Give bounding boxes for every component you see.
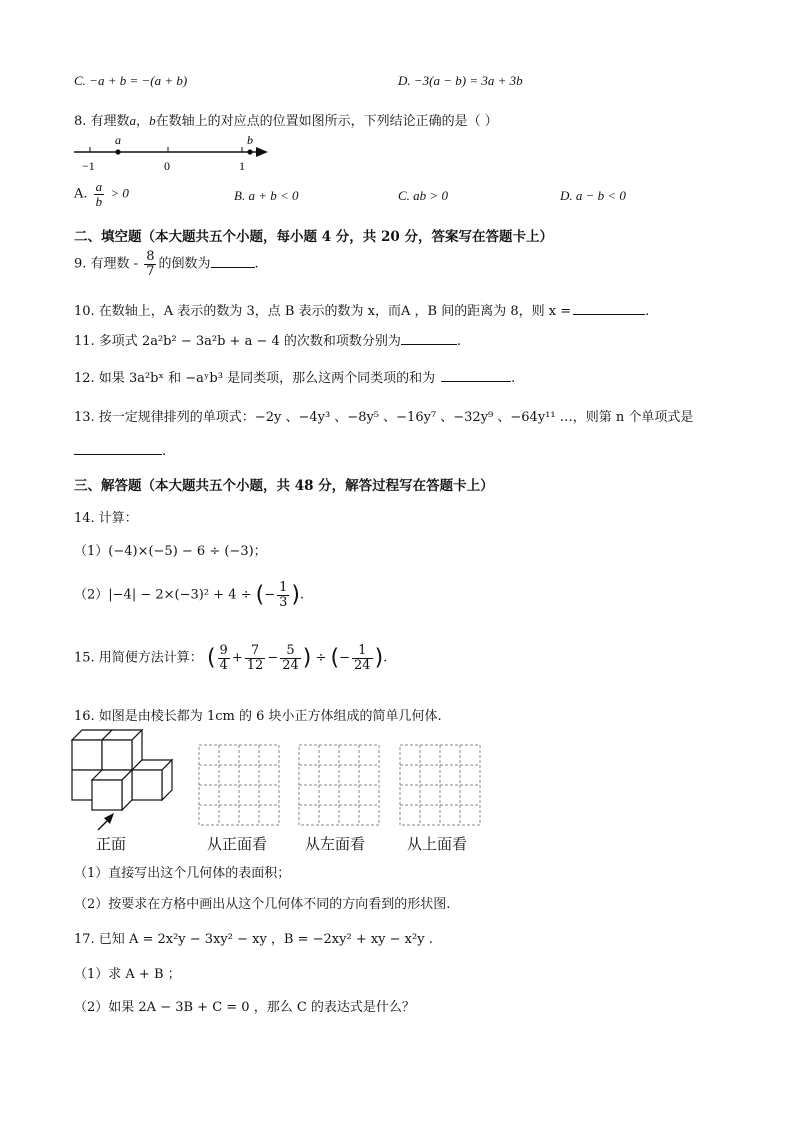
q16-title: 16. 如图是由棱长都为 1cm 的 6 块小正方体组成的简单几何体. xyxy=(74,709,442,724)
q17-part2: （2）如果 2A − 3B + C = 0 ，那么 C 的表达式是什么？ xyxy=(74,1000,415,1015)
label-front: 正面 xyxy=(96,835,127,853)
q12-answer-blank[interactable] xyxy=(441,369,511,382)
section-3-title: 三、解答题（本大题共五个小题，共 48 分，解答过程写在答题卡上） xyxy=(74,478,494,494)
grid-left-view[interactable] xyxy=(298,744,380,826)
q8-option-d: D. a − b < 0 xyxy=(560,188,626,203)
q10-answer-blank[interactable] xyxy=(573,302,645,315)
grid-top-view[interactable] xyxy=(399,744,481,826)
fraction-a-over-b: $\frac{a}{b}$ xyxy=(95,179,103,209)
label-1: 1 xyxy=(239,159,245,173)
section-2-title: 二、填空题（本大题共五个小题，每小题 4 分，共 20 分，答案写在答题卡上） xyxy=(74,229,553,245)
fraction-7-12: $\frac{7}{12}$ xyxy=(246,643,264,673)
q14-part1: （1）(−4)×(−5) − 6 ÷ (−3)； xyxy=(74,544,267,559)
label-0: 0 xyxy=(164,159,170,173)
cube-front-face xyxy=(72,740,102,770)
q11: 11. 多项式 2a²b² − 3a²b + a − 4 的次数和项数分别为 . xyxy=(74,334,462,349)
q17-title: 17. 已知 A = 2x²y − 3xy² − xy ，B = −2xy² + xy − x²y . xyxy=(74,932,433,947)
label-left-view: 从左面看 xyxy=(305,835,366,853)
cube-front-face xyxy=(102,740,132,770)
fraction-1-24: $\frac{1}{24}$ xyxy=(354,643,371,673)
label-minus1: −1 xyxy=(82,159,95,173)
fraction-8-7: $\frac{8}{7}$ xyxy=(146,249,155,279)
fraction-9-4: $\frac{9}{4}$ xyxy=(219,643,228,673)
label-a: a xyxy=(115,133,121,147)
label-b: b xyxy=(247,133,253,147)
fraction-1-3: $\frac{1}{3}$ xyxy=(279,580,288,610)
fraction-5-24: $\frac{5}{24}$ xyxy=(282,643,299,673)
label-front-view: 从正面看 xyxy=(207,835,268,853)
arrow-head-icon xyxy=(256,147,268,157)
q13-blank-line: . xyxy=(74,442,166,459)
q14-part2: （2）|−4| − 2×(−3)² + 4 ÷ (− $\frac{1}{3}$ ). xyxy=(74,580,305,610)
q15: 15. 用简便方法计算： ( $\frac{9}{4}$ + $\frac{7}{12}$ − $\frac{5}{24}$ ) ÷ (− $\frac{1}{24}$ ). xyxy=(74,643,388,673)
q7-option-d: D. −3(a − b) = 3a + 3b xyxy=(398,73,523,88)
q9: 9. 有理数 - $\frac{8}{7}$ 的倒数为 . xyxy=(74,249,259,279)
q9-answer-blank[interactable] xyxy=(211,255,255,268)
grid-front-view[interactable] xyxy=(198,744,280,826)
q12: 12. 如果 3a²bˣ 和 −aʸb³ 是同类项，那么这两个同类项的和为 . xyxy=(74,371,516,386)
cube-front-face xyxy=(92,780,122,810)
q8-option-b: B. a + b < 0 xyxy=(234,188,299,203)
q8-option-a: A. $\frac{a}{b}$ > 0 xyxy=(74,179,129,209)
q16-part1: （1）直接写出这个几何体的表面积； xyxy=(74,866,291,881)
label-top-view: 从上面看 xyxy=(407,835,468,853)
cube-front-face xyxy=(132,770,162,800)
q13: 13. 按一定规律排列的单项式：−2y 、−4y³ 、−8y⁵ 、−16y⁷ 、−32y⁹ 、−64y¹¹ …，则第 n 个单项式是 xyxy=(74,410,694,425)
q17-part1: （1）求 A + B ； xyxy=(74,967,181,982)
point-a xyxy=(115,149,120,154)
q14-title: 14. 计算： xyxy=(74,511,138,526)
q16-solid-figure xyxy=(68,726,180,832)
q8-stem: 8. 有理数a，b在数轴上的对应点的位置如图所示，下列结论正确的是（ ） xyxy=(74,113,498,129)
q10: 10. 在数轴上，A 表示的数为 3，点 B 表示的数为 x，而A ，B 间的距离为 8，则 x = . xyxy=(74,304,650,319)
q11-answer-blank[interactable] xyxy=(401,332,457,345)
q13-answer-blank[interactable] xyxy=(74,442,162,455)
q8-number-line xyxy=(70,132,280,176)
q8-option-c: C. ab > 0 xyxy=(398,188,448,203)
q16-part2: （2）按要求在方格中画出从这个几何体不同的方向看到的形状图. xyxy=(74,897,451,912)
point-b xyxy=(247,149,252,154)
q7-option-c: C. −a + b = −(a + b) xyxy=(74,73,188,88)
